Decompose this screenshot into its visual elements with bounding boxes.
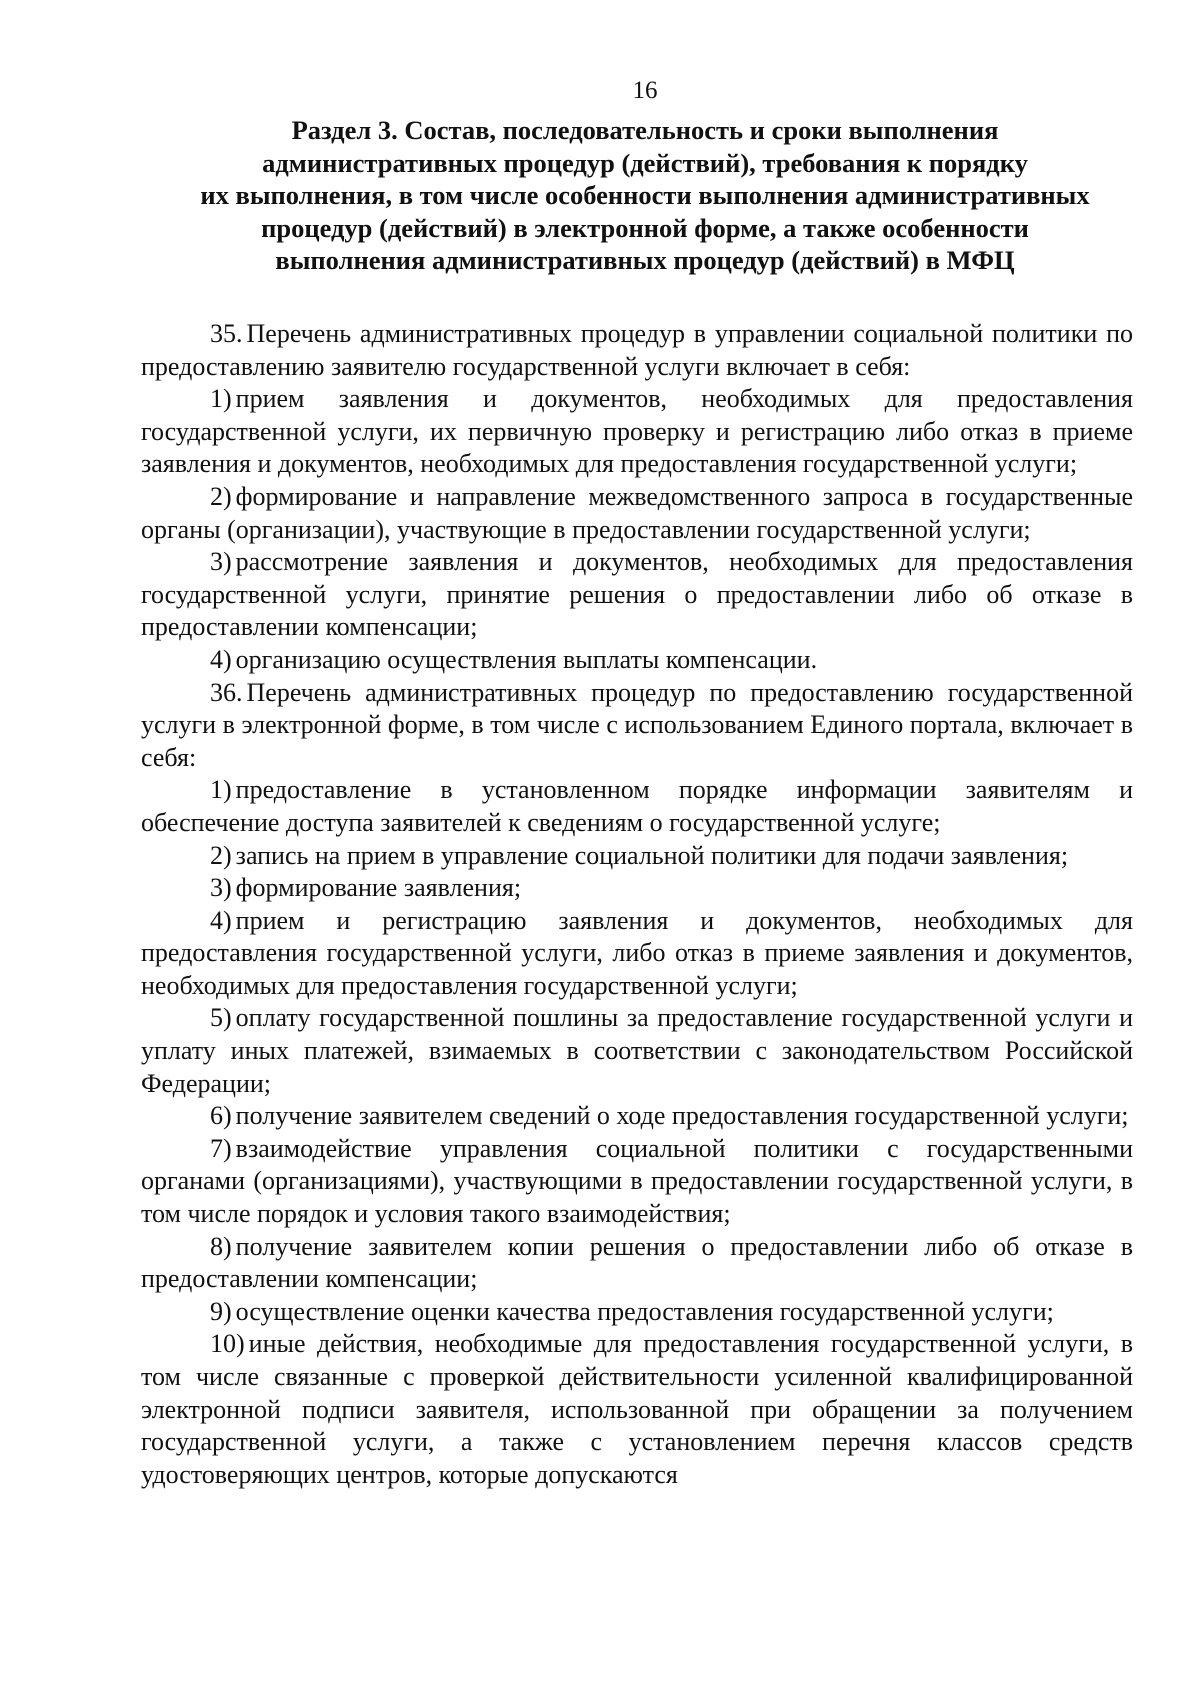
paragraph-text: формирование и направление межведомственного запроса в государственные органы (организации), участвующие в предоставлении государственной услуги; (141, 481, 1133, 544)
paragraph (141, 383, 1133, 481)
paragraph-number: 8) (210, 1231, 232, 1261)
paragraph-number: 10) (210, 1329, 245, 1359)
paragraph-text: оплату государственной пошлины за предоставление государственной услуги и уплату иных платежей, взимаемых в соответствии с законодательством Российской Федерации; (141, 1003, 1133, 1098)
paragraph-number: 2) (210, 481, 232, 511)
paragraph-text: запись на прием в управление социальной политики для подачи заявления; (235, 840, 1069, 870)
paragraph-number: 4) (210, 905, 232, 935)
paragraph-number: 5) (210, 1003, 232, 1033)
paragraph-text: рассмотрение заявления и документов, необходимых для предоставления государственной услуги, принятие решения о предоставлении либо об отказе в предоставлении компенсации; (141, 547, 1133, 642)
paragraph-text: взаимодействие управления социальной политики с государственными органами (организациями), участвующими в предоставлении государственной услуги, в том числе порядок и условия такого взаимодействия; (141, 1133, 1133, 1229)
paragraph-text: прием заявления и документов, необходимых для предоставления государственной услуги, их первичную проверку и регистрацию либо отказ в приеме заявления и документов, необходимых для предоставления государственной услуги; (141, 384, 1133, 479)
paragraph-number: 35. (210, 319, 243, 348)
paragraph-text: прием и регистрацию заявления и документов, необходимых для предоставления государственной услуги, либо отказ в приеме заявления и документов, необходимых для предоставления государственной услуги; (141, 905, 1133, 1000)
paragraph (141, 872, 1133, 905)
paragraph (141, 905, 1133, 1003)
paragraph-text: Перечень административных процедур в управлении социальной политики по предоставлению заявителю государственной услуги включает в себя: (141, 319, 1133, 381)
paragraph-number: 2) (210, 840, 232, 870)
paragraph (141, 1328, 1133, 1491)
paragraph-text: иные действия, необходимые для предоставления государственной услуги, в том числе связанные с проверкой действительности усиленной квалифицированной электронной подписи заявителя, использованной при обращении за получением государственной услуги, а также с установлением перечня классов средств удостоверяющих центров, которые допускаются (141, 1329, 1133, 1489)
paragraph-number: 1) (210, 384, 232, 414)
paragraph-number: 1) (210, 775, 232, 805)
page-number: 16 (632, 77, 658, 104)
paragraph-number: 9) (210, 1296, 232, 1326)
paragraph (141, 774, 1133, 839)
paragraph-text: формирование заявления; (235, 873, 522, 903)
paragraph-number: 4) (210, 644, 232, 674)
paragraph (141, 677, 1133, 775)
section-heading-line: административных процедур (действий), требования к порядку (262, 147, 1028, 178)
paragraph-text: осуществление оценки качества предоставления государственной услуги; (235, 1296, 1054, 1326)
paragraph-text: предоставление в установленном порядке информации заявителям и обеспечение доступа заявителей к сведениям о государственной услуге; (141, 775, 1133, 837)
body-text (141, 318, 1133, 1491)
paragraph-text: организацию осуществления выплаты компенсации. (235, 644, 818, 674)
paragraph (141, 1100, 1133, 1133)
paragraph (141, 1231, 1133, 1296)
paragraph-number: 7) (210, 1133, 232, 1163)
paragraph-number: 3) (210, 873, 232, 903)
paragraph-number: 36. (210, 677, 243, 707)
paragraph-text: Перечень административных процедур по предоставлению государственной услуги в электронной форме, в том числе с использованием Единого портала, включает в себя: (141, 677, 1133, 772)
paragraph-number: 3) (210, 547, 232, 577)
paragraph (141, 1296, 1133, 1329)
paragraph (141, 318, 1133, 383)
section-heading-line: Раздел 3. Состав, последовательность и сроки выполнения (291, 115, 999, 145)
section-heading (150, 114, 1140, 277)
paragraph (141, 840, 1133, 873)
paragraph (141, 481, 1133, 546)
section-heading-line: выполнения административных процедур (действий) в МФЦ (275, 245, 1015, 275)
section-heading-line: их выполнения, в том числе особенности выполнения административных (200, 180, 1090, 210)
paragraph-text: получение заявителем копии решения о предоставлении либо об отказе в предоставлении компенсации; (141, 1231, 1133, 1294)
paragraph (141, 644, 1133, 677)
paragraph (141, 1002, 1133, 1100)
paragraph (141, 546, 1133, 644)
paragraph-number: 6) (210, 1101, 232, 1131)
paragraph (141, 1133, 1133, 1231)
paragraph-text: получение заявителем сведений о ходе предоставления государственной услуги; (235, 1101, 1129, 1131)
section-heading-line: процедур (действий) в электронной форме, а также особенности (261, 212, 1029, 243)
